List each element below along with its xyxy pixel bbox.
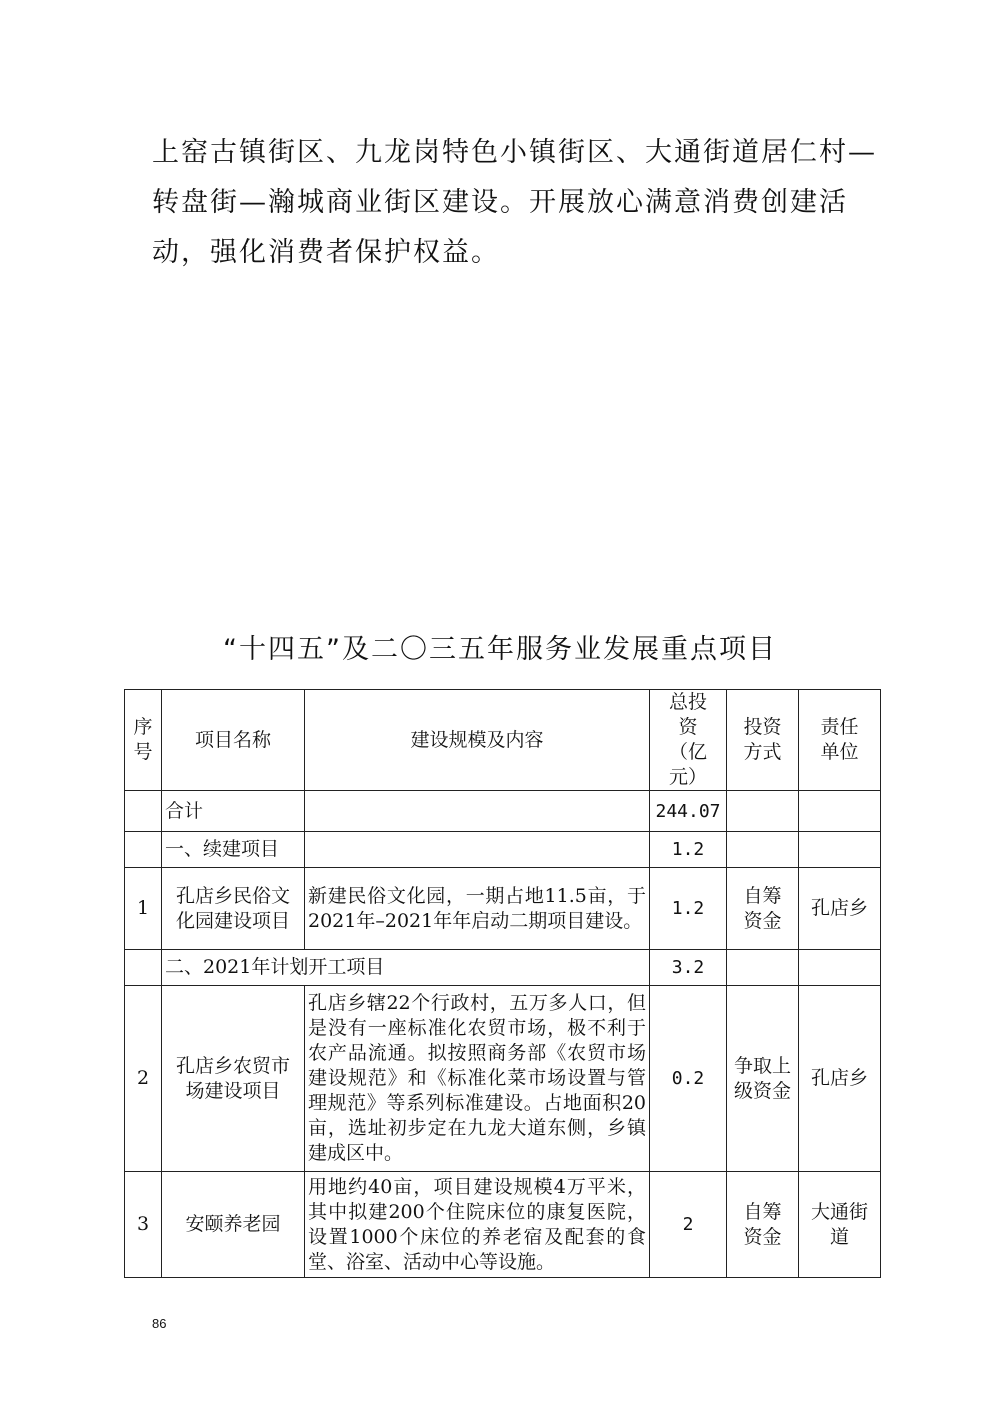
row-method: 自筹资金 <box>727 1172 799 1278</box>
row-content: 用地约40亩，项目建设规模4万平米，其中拟建200个住院床位的康复医院，设置1000个床位的养老宿及配套的食堂、浴室、活动中心等设施。 <box>305 1172 650 1278</box>
row-invest: 0.2 <box>650 986 727 1172</box>
header-unit: 责任单位 <box>799 690 881 791</box>
row-name: 孔店乡农贸市场建设项目 <box>162 986 305 1172</box>
row-seq: 2 <box>125 986 162 1172</box>
header-name: 项目名称 <box>162 690 305 791</box>
header-seq: 序号 <box>125 690 162 791</box>
row-method: 自筹资金 <box>727 868 799 950</box>
row-invest: 2 <box>650 1172 727 1278</box>
table-row <box>125 868 881 950</box>
table-title: “十四五”及二〇三五年服务业发展重点项目 <box>223 634 777 665</box>
section-unit-cell <box>799 832 881 868</box>
row-seq: 3 <box>125 1172 162 1278</box>
total-seq-cell <box>125 791 162 832</box>
row-unit: 孔店乡 <box>799 986 881 1172</box>
total-content-cell <box>305 791 650 832</box>
row-method: 争取上级资金 <box>727 986 799 1172</box>
section-method-cell <box>727 832 799 868</box>
header-invest: 总投资（亿元） <box>650 690 727 791</box>
section-unit-cell <box>799 950 881 986</box>
section-label: 二、2021年计划开工项目 <box>162 950 650 986</box>
section-row <box>125 832 881 868</box>
header-content: 建设规模及内容 <box>305 690 650 791</box>
row-unit: 孔店乡 <box>799 868 881 950</box>
section-invest: 3.2 <box>650 950 727 986</box>
section-invest: 1.2 <box>650 832 727 868</box>
section-seq-cell <box>125 950 162 986</box>
total-label: 合计 <box>162 791 305 832</box>
total-method-cell <box>727 791 799 832</box>
projects-table <box>124 689 881 1278</box>
page-number: 86 <box>152 1316 167 1331</box>
header-method: 投资方式 <box>727 690 799 791</box>
row-name: 孔店乡民俗文化园建设项目 <box>162 868 305 950</box>
section-seq-cell <box>125 832 162 868</box>
table-row <box>125 1172 881 1278</box>
section-row <box>125 950 881 986</box>
intro-paragraph <box>152 128 877 278</box>
row-invest: 1.2 <box>650 868 727 950</box>
row-content: 孔店乡辖22个行政村，五万多人口，但是没有一座标准化农贸市场，极不利于农产品流通。拟按照商务部《农贸市场建设规范》和《标准化菜市场设置与管理规范》等系列标准建设。占地面积20亩，选址初步定在九龙大道东侧，乡镇建成区中。 <box>305 986 650 1172</box>
section-label: 一、续建项目 <box>162 832 305 868</box>
row-content: 新建民俗文化园，一期占地11.5亩，于2021年–2021年年启动二期项目建设。 <box>305 868 650 950</box>
total-row <box>125 791 881 832</box>
paragraph-line: 上窑古镇街区、九龙岗特色小镇街区、大通街道居仁村— <box>152 137 877 168</box>
row-seq: 1 <box>125 868 162 950</box>
row-name: 安颐养老园 <box>162 1172 305 1278</box>
total-invest: 244.07 <box>650 791 727 832</box>
table-row <box>125 986 881 1172</box>
paragraph-line: 转盘街—瀚城商业街区建设。开展放心满意消费创建活 <box>152 187 848 218</box>
total-unit-cell <box>799 791 881 832</box>
paragraph-line: 动，强化消费者保护权益。 <box>152 237 500 268</box>
table-header-row <box>125 690 881 791</box>
section-content-cell <box>305 832 650 868</box>
section-method-cell <box>727 950 799 986</box>
row-unit: 大通街道 <box>799 1172 881 1278</box>
